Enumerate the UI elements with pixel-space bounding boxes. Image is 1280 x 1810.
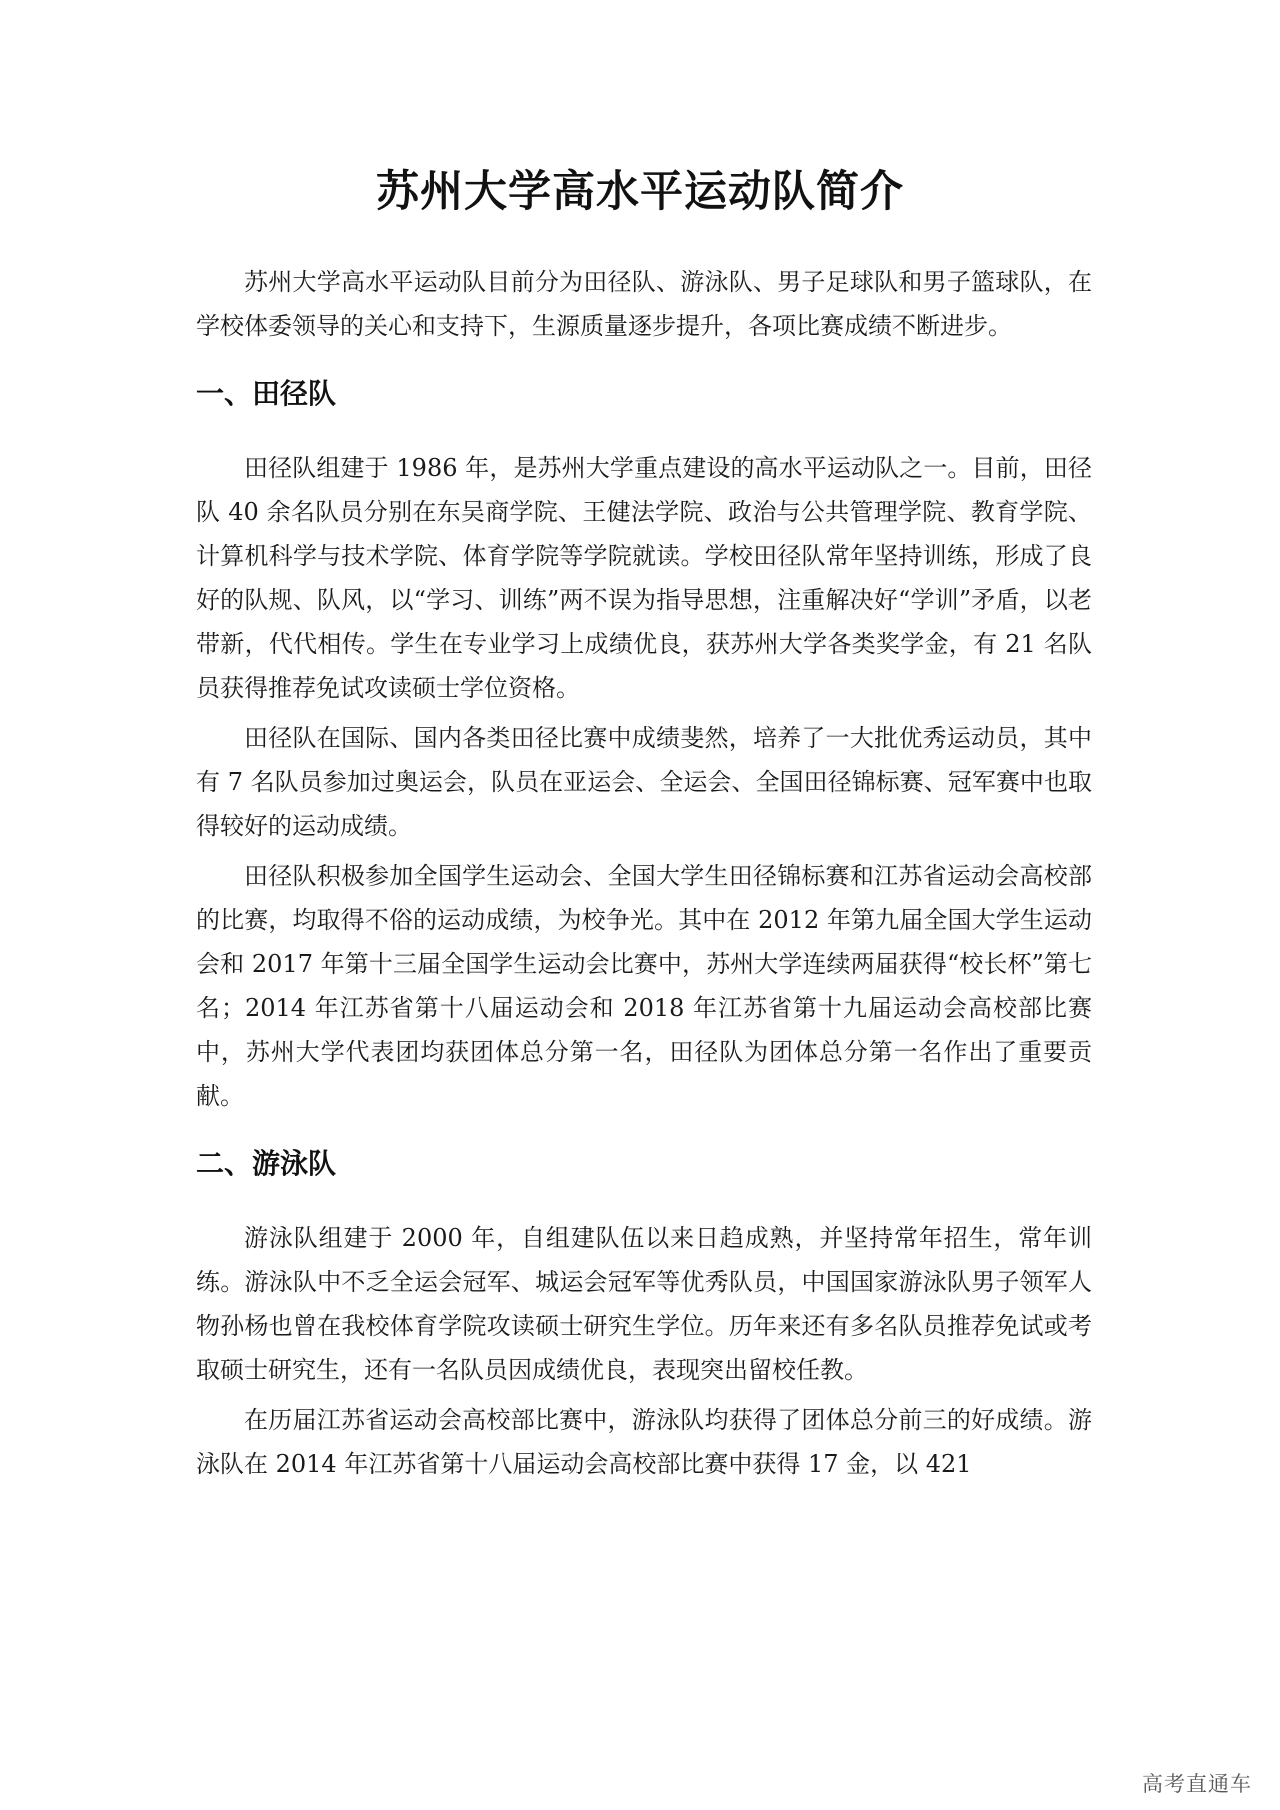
track-paragraph-1: 田径队组建于 1986 年，是苏州大学重点建设的高水平运动队之一。目前，田径队 40 余名队员分别在东吴商学院、王健法学院、政治与公共管理学院、教育学院、计算机科学与技术学院、体育学院等学院就读。学校田径队常年坚持训练，形成了良好的队规、队风，以“学习、训练”两不误为指导思想，注重解决好“学训”矛盾，以老带新，代代相传。学生在专业学习上成绩优良，获苏州大学各类奖学金，有 21 名队员获得推荐免试攻读硕士学位资格。 xyxy=(196,454,1092,702)
watermark-text: 高考直通车 xyxy=(1142,1772,1252,1796)
intro-paragraph: 苏州大学高水平运动队目前分为田径队、游泳队、男子足球队和男子篮球队，在学校体委领导的关心和支持下，生源质量逐步提升，各项比赛成绩不断进步。 xyxy=(196,268,1092,340)
swim-paragraph-1: 游泳队组建于 2000 年，自组建队伍以来日趋成熟，并坚持常年招生，常年训练。游泳队中不乏全运会冠军、城运会冠军等优秀队员，中国国家游泳队男子领军人物孙杨也曾在我校体育学院攻读硕士研究生学位。历年来还有多名队员推荐免试或考取硕士研究生，还有一名队员因成绩优良，表现突出留校任教。 xyxy=(196,1224,1092,1384)
document-title: 苏州大学高水平运动队简介 xyxy=(376,167,904,217)
track-paragraph-2: 田径队在国际、国内各类田径比赛中成绩斐然，培养了一大批优秀运动员，其中有 7 名队员参加过奥运会，队员在亚运会、全运会、全国田径锦标赛、冠军赛中也取得较好的运动成绩。 xyxy=(196,724,1092,840)
track-paragraph-3: 田径队积极参加全国学生运动会、全国大学生田径锦标赛和江苏省运动会高校部的比赛，均取得不俗的运动成绩，为校争光。其中在 2012 年第九届全国大学生运动会和 2017 年第十三届全国学生运动会比赛中，苏州大学连续两届获得“校长杯”第七名；2014 年江苏省第十八届运动会和 2018 年江苏省第十九届运动会高校部比赛中，苏州大学代表团均获团体总分第一名，田径队为团体总分第一名作出了重要贡献。 xyxy=(196,862,1092,1110)
document-body xyxy=(196,260,1092,1492)
section-heading-track: 一、田径队 xyxy=(196,377,337,410)
swim-paragraph-2: 在历届江苏省运动会高校部比赛中，游泳队均获得了团体总分前三的好成绩。游泳队在 2014 年江苏省第十八届运动会高校部比赛中获得 17 金，以 421 xyxy=(196,1406,1092,1478)
section-heading-swim: 二、游泳队 xyxy=(196,1147,337,1180)
